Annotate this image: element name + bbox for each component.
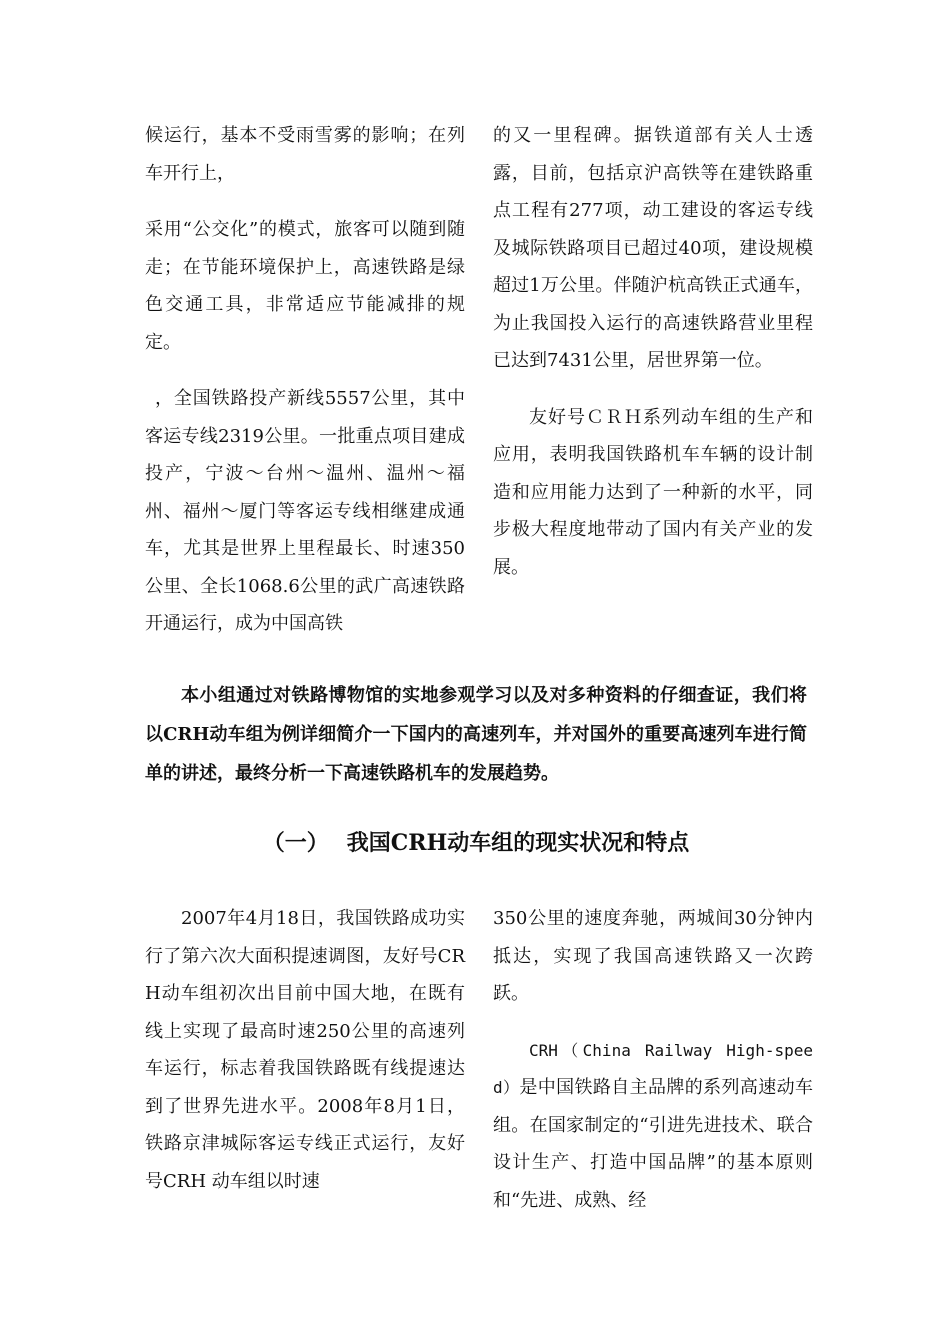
paragraph: 友好号ＣＲＨ系列动车组的生产和应用，表明我国铁路机车车辆的设计制造和应用能力达到了一种新的水平，同步极大程度地带动了国内有关产业的发展。 xyxy=(493,406,813,578)
paragraph xyxy=(493,1032,813,1220)
paragraph: 采用“公交化”的模式，旅客可以随到随走；在节能环境保护上，高速铁路是绿色交通工具，非常适应节能减排的规定。 xyxy=(145,219,465,353)
paragraph-text: 是中国铁路自主品牌的系列高速动车组。在国家制定的“引进先进技术、联合设计生产、打造中国品牌”的基本原则和“先进、成熟、经 xyxy=(493,1077,814,1211)
left-column-top xyxy=(145,117,465,643)
paragraph: 2007年4月18日，我国铁路成功实行了第六次大面积提速调图，友好号CRH动车组初次出目前中国大地，在既有线上实现了最高时速250公里的高速列车运行，标志着我国铁路既有线提速达到了世界先进水平。2008年8月1日，铁路京津城际客运专线正式运行，友好号CRH 动车组以时速 xyxy=(145,908,465,1192)
summary-paragraph: 本小组通过对铁路博物馆的实地参观学习以及对多种资料的仔细查证，我们将以CRH动车组为例详细简介一下国内的高速列车，并对国外的重要高速列车进行简单的讲述，最终分析一下高速铁路机车的发展趋势。 xyxy=(145,685,807,784)
right-column-bottom xyxy=(493,900,813,1219)
paragraph: 的又一里程碑。据铁道部有关人士透露，目前，包括京沪高铁等在建铁路重点工程有277项，动工建设的客运专线及城际铁路项目已超过40项，建设规模超过1万公里。伴随沪杭高铁正式通车，为止我国投入运行的高速铁路营业里程已达到7431公里，居世界第一位。 xyxy=(493,125,813,371)
paragraph: 350公里的速度奔驰，两城间30分钟内抵达，实现了我国高速铁路又一次跨跃。 xyxy=(493,908,813,1004)
section-title: 我国CRH动车组的现实状况和特点 xyxy=(346,830,690,856)
section-number: （一） xyxy=(262,830,329,856)
paragraph: ，全国铁路投产新线5557公里，其中客运专线2319公里。一批重点项目建成投产，宁波～台州～温州、温州～福州、福州～厦门等客运专线相继建成通车，尤其是世界上里程最长、时速350公里、全长1068.6公里的武广高速铁路开通运行，成为中国高铁 xyxy=(145,388,465,634)
right-column-top xyxy=(493,117,813,586)
paragraph: 候运行，基本不受雨雪雾的影响；在列车开行上， xyxy=(145,125,465,184)
crh-definition: CRH（China Railway High-speed） xyxy=(493,1040,813,1097)
left-column-bottom xyxy=(145,900,465,1200)
section-heading xyxy=(145,823,807,863)
